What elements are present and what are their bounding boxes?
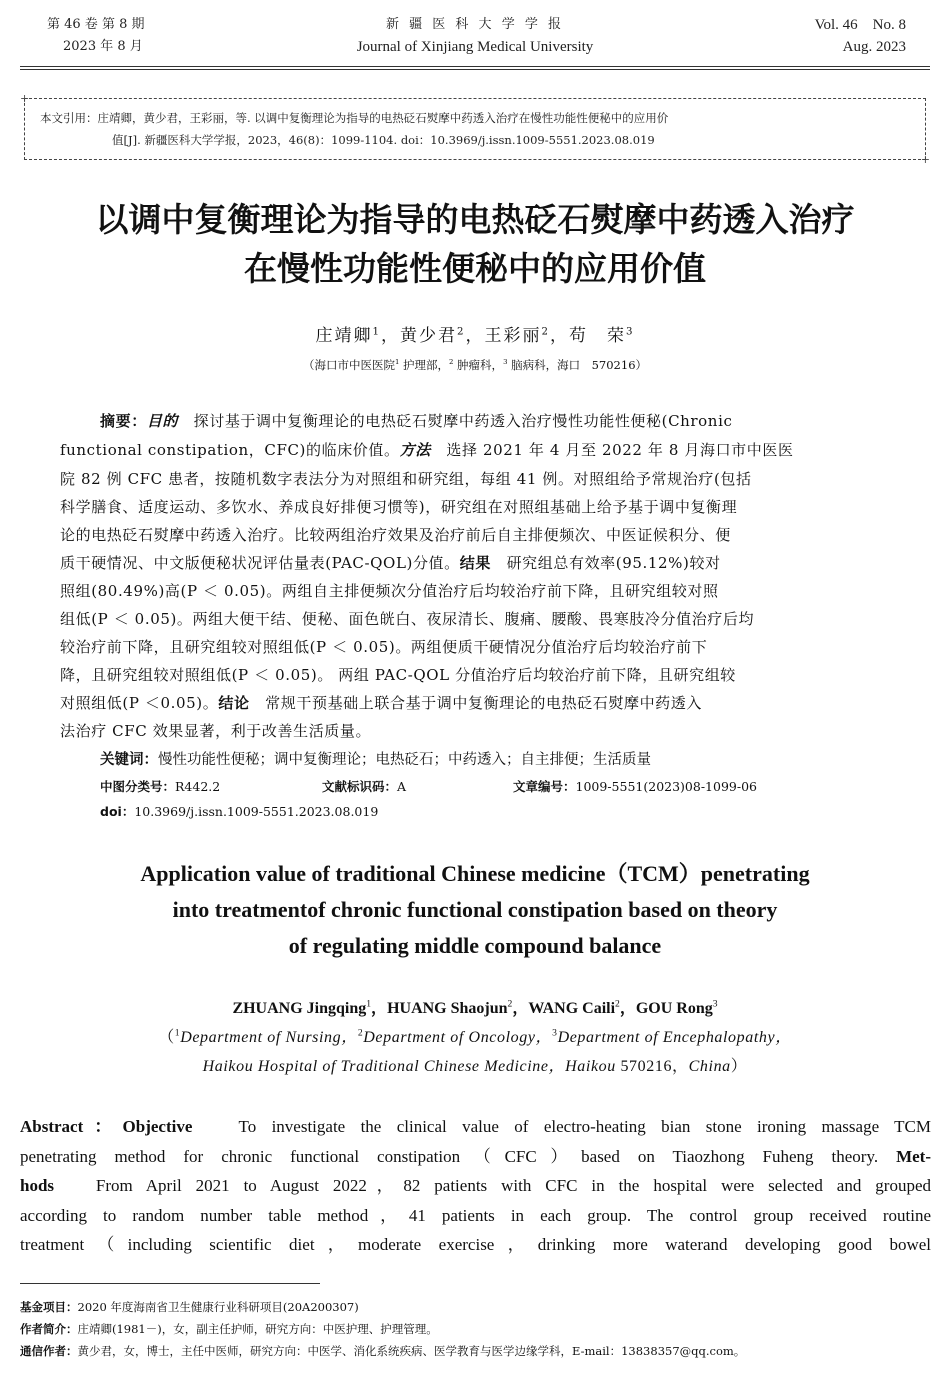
author-zh-2-sup: 2: [457, 326, 466, 338]
affil-en-sup-2: 2: [357, 1027, 364, 1039]
author-sep: ，: [619, 1000, 636, 1017]
abstract-zh-line-10: 降，且研究组较对照组低(P ＜ 0.05)。 两组 PAC-QOL 分值治疗后均较治疗前下降，且研究组较: [60, 666, 736, 684]
abstract-zh-text: 质干硬情况、中文版便秘状况评估量表(PAC-QOL)分值。: [60, 554, 460, 572]
affil-en-open: （: [158, 1029, 175, 1046]
abstract-zh-text: 对照组低(P ＜0.05)。: [60, 694, 219, 712]
author-zh-3: 王彩丽: [484, 326, 542, 346]
authors-en: [0, 996, 950, 1022]
footnote-author: [20, 1318, 438, 1340]
affil-zh-sup-1: 1: [394, 358, 400, 367]
footnote-fund: [20, 1296, 359, 1318]
abstract-zh-text: 选择 2021 年 4 月至 2022 年 8 月海口市中医医: [430, 441, 794, 459]
footnote-author-text: 庄靖卿(1981－)，女，副主任护师，研究方向：中医护理、护理管理。: [77, 1322, 438, 1336]
affil-en-dept-2: Department of Oncology，: [363, 1029, 553, 1046]
footnote-author-label: 作者简介：: [20, 1322, 78, 1336]
author-sep: ，: [371, 1000, 388, 1017]
footnote-rule: [20, 1283, 320, 1284]
abstract-zh-line-8: 组低(P ＜ 0.05)。两组大便干结、便秘、面色㿠白、夜尿清长、腹痛、腰酸、畏寒肢冷分值治疗后均: [60, 610, 755, 628]
author-sep: ，: [465, 326, 485, 346]
affil-en-dept-3: Department of Encephalopathy，: [557, 1029, 792, 1046]
doi-label: doi：: [100, 804, 135, 819]
affil-en-close: ）: [730, 1058, 748, 1075]
abstract-en-line-5: treatment（including scientific diet，moderate exercise，drinking more waterand developing good bowel: [20, 1235, 931, 1254]
keywords: [100, 748, 651, 773]
abstract-zh-line-1: [100, 408, 890, 435]
citation-line-2: 值[J]. 新疆医科大学学报，2023，46(8)：1099-1104. doi：10.3969/j.issn.1009-5551.2023.08.019: [112, 133, 655, 147]
abstract-zh-text: 常规干预基础上联合基于调中复衡理论的电热砭石熨摩中药透入: [249, 694, 702, 712]
abstract-en-objective-label: Objective: [122, 1117, 193, 1136]
clc-value: R442.2: [175, 779, 221, 794]
title-en-line-2: into treatmentof chronic functional constipation based on theory: [172, 897, 778, 922]
doi-value: 10.3969/j.issn.1009-5551.2023.08.019: [134, 804, 379, 819]
keywords-text: 慢性功能性便秘；调中复衡理论；电热砭石；中药透入；自主排便；生活质量: [158, 752, 651, 768]
title-zh-line-2: 在慢性功能性便秘中的应用价值: [244, 249, 706, 288]
abstract-en-line-4: according to random number table method，41 patients in each group. The control group received routine: [20, 1206, 931, 1225]
author-en-1: ZHUANG Jingqing: [232, 1000, 367, 1017]
title-en-line-1: Application value of traditional Chinese medicine（TCM）penetrating: [140, 861, 810, 886]
abstract-zh-line-2: [60, 437, 890, 464]
affil-en-sup-3: 3: [552, 1027, 558, 1039]
clc-label: 中图分类号：: [100, 779, 176, 794]
author-zh-2: 黄少君: [400, 326, 458, 346]
author-sep: ，: [381, 326, 401, 346]
abstract-zh-line-9: 较治疗前下降，且研究组较对照组低(P ＜ 0.05)。两组便质干硬情况分值治疗后均较治疗前下: [60, 638, 708, 656]
header-rule-double: [20, 69, 930, 70]
affil-en-dept-1: Department of Nursing，: [180, 1029, 358, 1046]
author-zh-4-sup: 3: [625, 326, 635, 338]
author-sep: ，: [549, 326, 569, 346]
title-zh-line-1: 以调中复衡理论为指导的电热砭石熨摩中药透入治疗: [95, 200, 855, 239]
author-en-3-sup: 2: [615, 998, 620, 1010]
author-en-3: WANG Caili: [528, 1000, 616, 1017]
author-zh-1-sup: 1: [372, 326, 382, 338]
abstract-zh-methods-label: 方法: [399, 441, 431, 459]
footnote-fund-label: 基金项目：: [20, 1300, 78, 1314]
abstract-en-line-3: [20, 1171, 931, 1201]
abstract-zh-line-6: [60, 550, 890, 577]
affil-zh-sup-3: 3: [503, 358, 508, 367]
affil-zh-dept-1: 护理部，: [399, 358, 450, 372]
header-issue-block: [815, 14, 906, 58]
abstract-zh-line-12: 法治疗 CFC 效果显著，利于改善生活质量。: [60, 722, 372, 740]
abstract-en-methods-label: hods: [20, 1176, 55, 1195]
abstract-zh-line-7: 照组(80.49%)高(P ＜ 0.05)。两组自主排便频次分值治疗后均较治疗前下降，且研究组较对照: [60, 582, 719, 600]
author-en-2: HUANG Shaojun: [387, 1000, 508, 1017]
keywords-label: 关键词：: [100, 752, 158, 768]
footnote-corresponding: [20, 1340, 745, 1362]
document-code: [322, 776, 406, 798]
document-code-label: 文献标识码：: [322, 779, 398, 794]
author-en-2-sup: 2: [507, 998, 513, 1010]
abstract-zh-line-3: 院 82 例 CFC 患者，按随机数字表法分为对照组和研究组，每组 41 例。对照组给予常规治疗(包括: [60, 470, 752, 488]
abstract-en-text: From April 2021 to August 2022，82 patients with CFC in the hospital were selected and grouped: [95, 1176, 932, 1195]
abstract-zh-line-5: 论的电热砭石熨摩中药透入治疗。比较两组治疗效果及治疗前后自主排便频次、中医证候积分、便: [60, 526, 731, 544]
affil-zh-dept-3: 脑病科，海口 570216）: [507, 358, 648, 372]
abstract-en-line-1: [20, 1112, 931, 1142]
abstract-zh-text: 研究组总有效率(95.12%)较对: [490, 554, 721, 572]
title-en-line-3: of regulating middle compound balance: [288, 933, 662, 958]
abstract-zh-line-4: 科学膳食、适度运动、多饮水、养成良好排便习惯等)，研究组在对照组基础上给予基于调中复衡理: [60, 498, 738, 516]
affiliation-en-line-1: [0, 1024, 950, 1052]
abstract-zh-results-label: 结果: [459, 554, 491, 572]
affiliation-en-line-2: [0, 1053, 950, 1081]
abstract-en-methods-label: Met-: [896, 1147, 932, 1166]
abstract-zh-text: 探讨基于调中复衡理论的电热砭石熨摩中药透入治疗慢性功能性便秘(Chronic: [178, 412, 733, 430]
abstract-zh-objective-label: 目的: [146, 412, 179, 430]
author-en-4-sup: 3: [712, 998, 718, 1010]
header-volume-zh: 第 46 卷 第 8 期: [47, 17, 145, 32]
citation-line-1: 本文引用：庄靖卿，黄少君，王彩丽，等. 以调中复衡理论为指导的电热砭石熨摩中药透入治疗在慢性功能性便秘中的应用价: [40, 111, 669, 125]
header-volume-en: Vol. 46 No. 8: [814, 17, 906, 33]
article-number-label: 文章编号：: [513, 779, 576, 794]
doi: [100, 801, 378, 823]
header-journal-block: [0, 14, 950, 58]
article-number: [513, 776, 757, 798]
abstract-en-text: To investigate the clinical value of electro-heating bian stone ironing massage TCM: [238, 1117, 932, 1136]
header-journal-en: Journal of Xinjiang Medical University: [356, 39, 594, 55]
affil-zh-open: （海口市中医医院: [302, 358, 395, 372]
affil-en-postcode: 570216，: [620, 1058, 689, 1075]
header-journal-zh: 新 疆 医 科 大 学 学 报: [386, 17, 564, 32]
abstract-zh-conclusion-label: 结论: [218, 694, 250, 712]
authors-zh: [0, 323, 950, 349]
footnote-fund-text: 2020 年度海南省卫生健康行业科研项目(20A200307): [77, 1300, 359, 1314]
author-en-4: GOU Rong: [635, 1000, 713, 1017]
affil-en-hospital: Haikou Hospital of Traditional Chinese Medicine，Haikou: [202, 1058, 621, 1075]
abstract-zh-line-11: [60, 690, 890, 717]
author-sep: ，: [512, 1000, 529, 1017]
author-zh-3-sup: 2: [541, 326, 550, 338]
footnote-corresponding-text: 黄少君，女，博士，主任中医师，研究方向：中医学、消化系统疾病、医学教育与医学边缘学科，E-mail：13838357@qq.com。: [77, 1344, 746, 1358]
abstract-en-label: Abstract：: [20, 1117, 123, 1136]
author-en-1-sup: 1: [366, 998, 372, 1010]
abstract-en-line-2: [20, 1142, 931, 1172]
document-code-value: A: [397, 779, 407, 794]
affil-en-country: China: [688, 1058, 731, 1075]
header-rule: [20, 66, 930, 67]
footnote-corresponding-label: 通信作者：: [20, 1344, 78, 1358]
abstract-en-text: penetrating method for chronic functional constipation（CFC）based on Tiaozhong Fuheng theory.: [20, 1147, 879, 1166]
abstract-zh-text: functional constipation，CFC)的临床价值。: [60, 441, 400, 459]
article-number-value: 1009-5551(2023)08-1099-06: [575, 779, 757, 794]
affil-zh-sup-2: 2: [449, 358, 454, 367]
author-zh-1: 庄靖卿: [315, 326, 373, 346]
affil-zh-dept-2: 肿瘤科，: [453, 358, 504, 372]
abstract-zh-label: 摘要：: [100, 412, 147, 430]
author-zh-4: 苟 荣: [568, 326, 626, 346]
header-date-en: Aug. 2023: [842, 39, 906, 55]
header-date-zh: 2023 年 8 月: [63, 39, 143, 54]
affil-en-sup-1: 1: [174, 1027, 181, 1039]
affiliation-zh: [0, 355, 950, 375]
clc-number: [100, 776, 220, 798]
